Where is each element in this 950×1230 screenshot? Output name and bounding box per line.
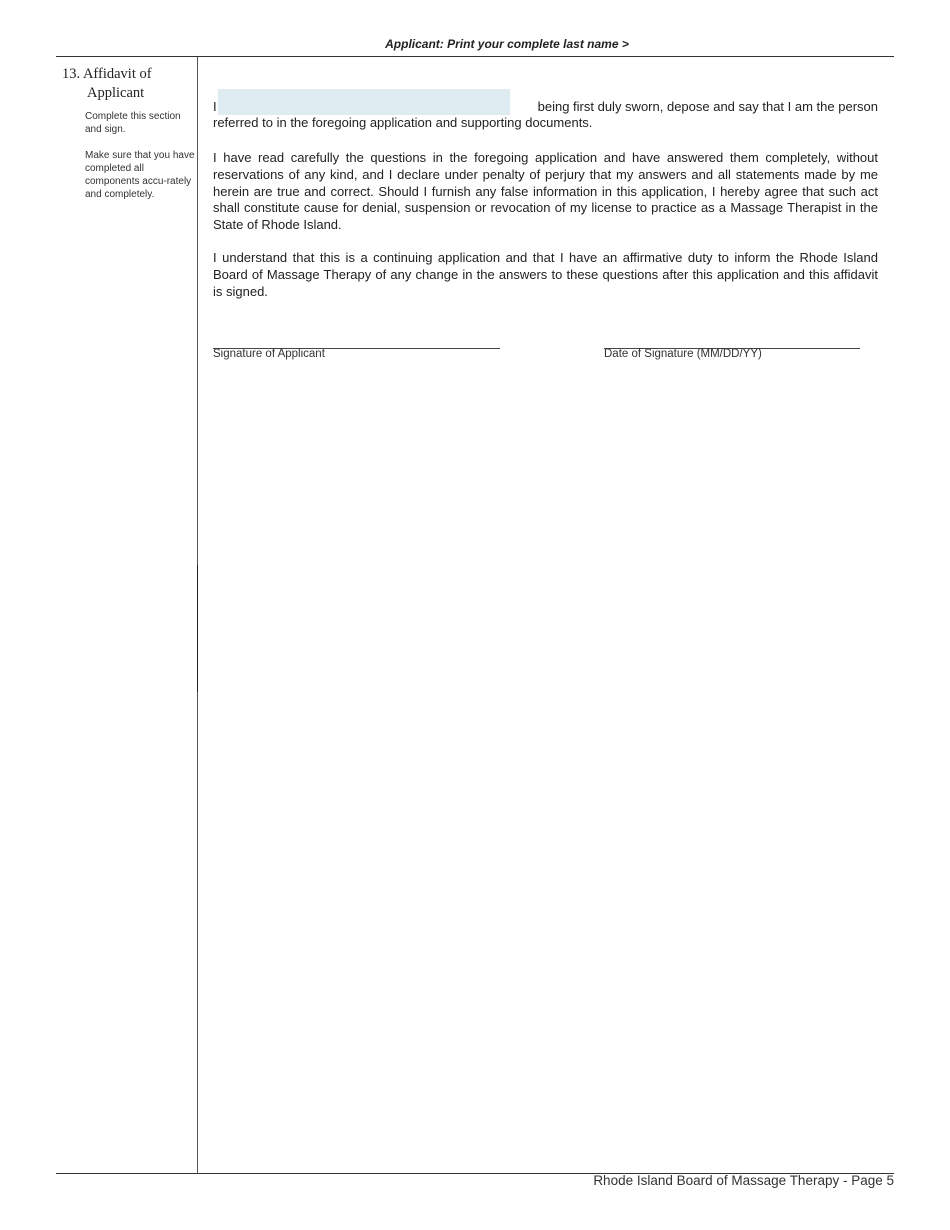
last-name-prompt: Applicant: Print your complete last name > <box>385 37 629 51</box>
affidavit-paragraph-1 <box>213 89 878 132</box>
page-footer: Rhode Island Board of Massage Therapy - Page 5 <box>593 1173 894 1188</box>
section-title-line1: Affidavit of <box>82 66 152 82</box>
applicant-signature-label: Signature of Applicant <box>213 348 325 360</box>
section-number: 13. <box>62 66 81 82</box>
affidavit-paragraph-3: I understand that this is a continuing application and that I have an affirmative duty to inform the Rhode Island Board of Massage Therapy of any change in the answers to these questions after this application and this affidavit is signed. <box>213 250 878 299</box>
affidavit-lead-pronoun: I <box>213 99 217 114</box>
applicant-name-field[interactable] <box>218 89 510 115</box>
instruction-note-accuracy: Make sure that you have completed all components accu-rately and completely. <box>85 150 195 200</box>
section-title <box>62 65 194 103</box>
signature-date-area[interactable] <box>604 318 860 348</box>
affidavit-sworn-text: being first duly sworn, depose and say that I am the person <box>537 99 878 114</box>
affidavit-paragraph-1-rest: referred to in the foregoing application and supporting documents. <box>213 115 593 130</box>
header-rule <box>56 56 894 57</box>
affidavit-first-line <box>213 89 878 115</box>
signature-date-label: Date of Signature (MM/DD/YY) <box>604 348 762 360</box>
applicant-signature-area[interactable] <box>213 318 500 348</box>
column-divider-accent <box>197 565 198 692</box>
section-title-line2: Applicant <box>87 85 145 101</box>
instruction-note-complete: Complete this section and sign. <box>85 111 181 135</box>
affidavit-paragraph-2: I have read carefully the questions in the foregoing application and have answered them completely, without reservations of any kind, and I declare under penalty of perjury that my answers and all statements made by me herein are true and correct. Should I furnish any false information in this application, I hereby agree that such act shall constitute cause for denial, suspension or revocation of my license to practice as a Massage Therapist in the State of Rhode Island. <box>213 150 878 233</box>
